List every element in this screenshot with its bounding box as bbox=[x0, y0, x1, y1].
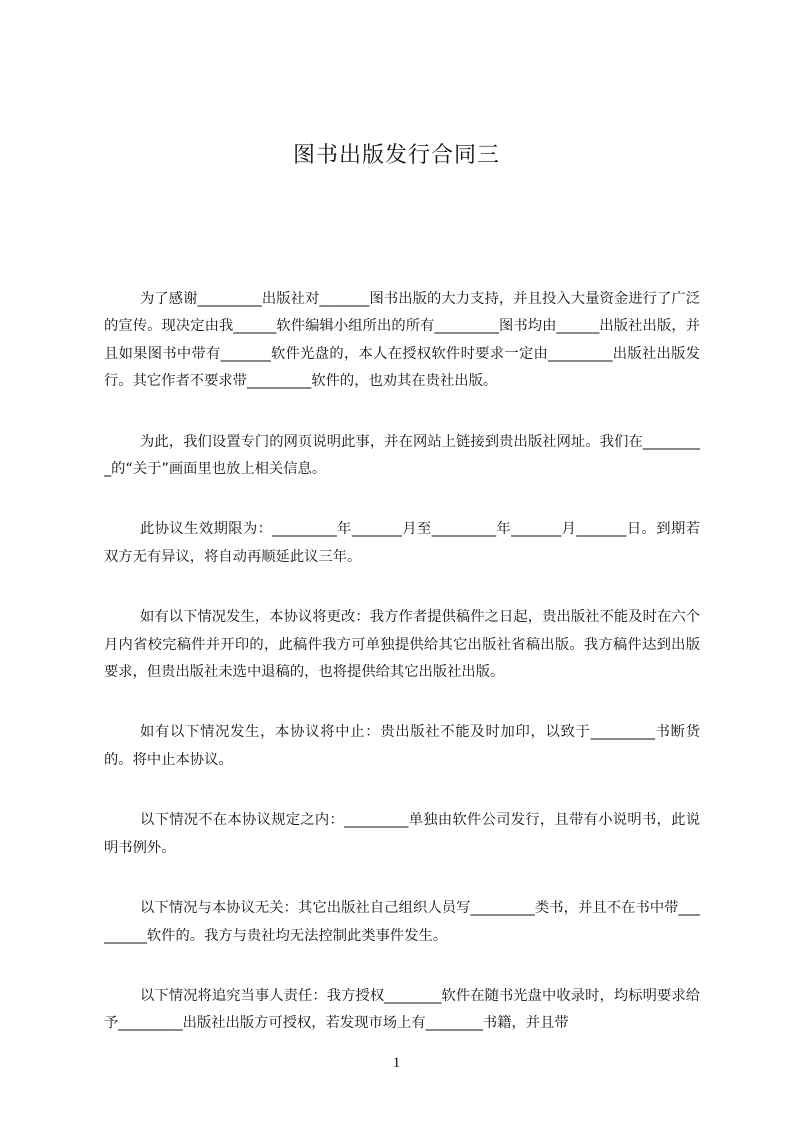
paragraph-acknowledgement: 为了感谢_________出版社对_______图书出版的大力支持，并且投入大量资金进行了广泛的宣传。现决定由我______软件编辑小组所出的所有_________图书均由______出版社出版，并且如果图书中带有_______软件光盘的，本人在授权软件时要求一定由_________出版社出版发行。其它作者不要求带_________软件的，也劝其在贵社出版。 bbox=[104, 291, 700, 390]
paragraph-exclusions: 以下情况不在本协议规定之内：_________单独由软件公司发行，且带有小说明书，此说明书例外。 bbox=[104, 812, 700, 856]
document-body bbox=[104, 286, 700, 1071]
paragraph-amendment-conditions: 如有以下情况发生，本协议将更改：我方作者提供稿件之日起，贵出版社不能及时在六个月内省校完稿件并开印的，此稿件我方可单独提供给其它出版社省稿出版。我方稿件达到出版要求，但贵出版社未选中退稿的，也将提供给其它出版社出版。 bbox=[104, 609, 700, 681]
paragraph-termination-conditions: 如有以下情况发生，本协议将中止：贵出版社不能及时加印，以致于_________书断货的。将中止本协议。 bbox=[104, 724, 700, 768]
page-number: 1 bbox=[392, 1055, 401, 1071]
paragraph-validity-period: 此协议生效期限为：_________年_______月至_________年_______月_______日。到期若双方无有异议，将自动再顺延此议三年。 bbox=[104, 521, 700, 565]
paragraph-unrelated-cases: 以下情况与本协议无关：其它出版社自己组织人员写_________类书，并且不在书中带_________软件的。我方与贵社均无法控制此类事件发生。 bbox=[104, 900, 700, 944]
paragraph-liability: 以下情况将追究当事人责任：我方授权________软件在随书光盘中收录时，均标明要求给予_________出版社出版方可授权，若发现市场上有________书籍，并且带 bbox=[104, 987, 700, 1032]
document-title: 图书出版发行合同三 bbox=[292, 143, 500, 168]
paragraph-webpage-notice: 为此，我们设置专门的网页说明此事，并在网站上链接到贵出版社网址。我们在_________的“关于”画面里也放上相关信息。 bbox=[104, 433, 700, 478]
